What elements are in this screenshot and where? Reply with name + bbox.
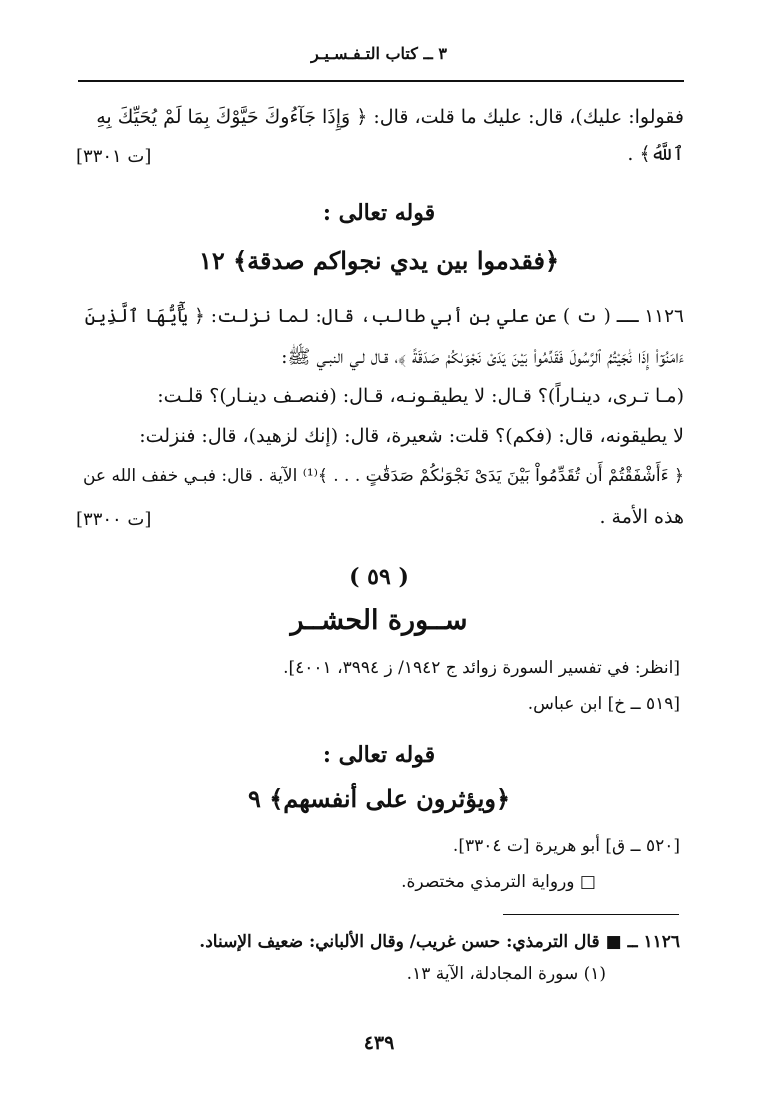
top-paragraph-reference: [ت ٣٣٠١] bbox=[76, 146, 152, 167]
item-519: [٥١٩ ــ خ] ابن عباس. bbox=[527, 694, 680, 714]
footnote-divider bbox=[503, 914, 679, 915]
footnote-1: (١) سورة المجادلة، الآية ١٣. bbox=[406, 964, 606, 984]
top-paragraph-line-2: ٱللَّهُ﴾ . bbox=[627, 143, 684, 165]
hadith-1126-line-3: (مـا تـرى، دينـاراً)؟ قـال: لا يطيقـونـه، قـال: (فنصـف دينـار)؟ قلـت: bbox=[157, 385, 684, 407]
hadith-1126-line-1: ١١٢٦ ــ ( ت ) عن علي بن أبي طالب، قال: لما نزلت: ﴿ يَٰٓأَيُّهَا ٱلَّذِينَ bbox=[84, 306, 684, 327]
hadith-1126-reference: [ت ٣٣٠٠] bbox=[76, 509, 152, 530]
top-paragraph-line-1: فقولوا: عليك)، قال: عليك ما قلت، قال: ﴿ وَإِذَا جَآءُوكَ حَيَّوْكَ بِمَا لَمْ يُحَيِّكَ بِهِ bbox=[96, 106, 684, 128]
section-2-heading-intro: قوله تعالى : bbox=[322, 742, 436, 768]
hadith-1126-line-6: هذه الأمة . bbox=[599, 506, 684, 528]
item-520: [٥٢٠ ــ ق] أبو هريرة [ت ٣٣٠٤]. bbox=[452, 836, 680, 856]
page-number: ٤٣٩ bbox=[363, 1032, 395, 1054]
surah-see-also-note: [انظر: في تفسير السورة زوائد ج ١٩٤٢/ ز ٣٩٩٤، ٤٠٠١]. bbox=[283, 658, 680, 678]
tirmidhi-note: □ ورواية الترمذي مختصرة. bbox=[401, 872, 596, 892]
hadith-1126-line-4: لا يطيقونه، قال: (فكم)؟ قلت: شعيرة، قال: (إنك لزهيد)، قال: فنزلت: bbox=[139, 425, 684, 447]
hadith-1126-line-2: ءَامَنُوٓاْ إِذَا نَٰجَيْتُمُ ٱلرَّسُولَ فَقَدِّمُواْ بَيْنَ يَدَىْ نَجْوَىٰكُمْ صَدَقَةً ﴾، قـال لـي النبـي ﷺ: bbox=[281, 346, 684, 368]
header-divider bbox=[78, 80, 684, 82]
running-header: ٣ ــ كتاب التـفـسـيـر bbox=[311, 44, 447, 63]
section-2-heading-verse: ﴿ويؤثرون على أنفسهم﴾ ٩ bbox=[247, 784, 511, 813]
section-1-heading-verse: ﴿فقدموا بين يدي نجواكم صدقة﴾ ١٢ bbox=[198, 246, 560, 275]
surah-title: ســورة الحشــر bbox=[290, 605, 468, 636]
surah-number: ( ٥٩ ) bbox=[349, 564, 409, 590]
hadith-1126-line-5: ﴿ ءَأَشْفَقْتُمْ أَن تُقَدِّمُواْ بَيْنَ يَدَىْ نَجْوَىٰكُمْ صَدَقَٰتٍ . . . ﴾⁽¹⁾ الآية . قال: فبـي خفف الله عن bbox=[82, 466, 684, 486]
section-1-heading-intro: قوله تعالى : bbox=[322, 200, 436, 226]
footnote-1126: ١١٢٦ ــ ■ قال الترمذي: حسن غريب/ وقال الألباني: ضعيف الإسناد. bbox=[199, 932, 680, 952]
